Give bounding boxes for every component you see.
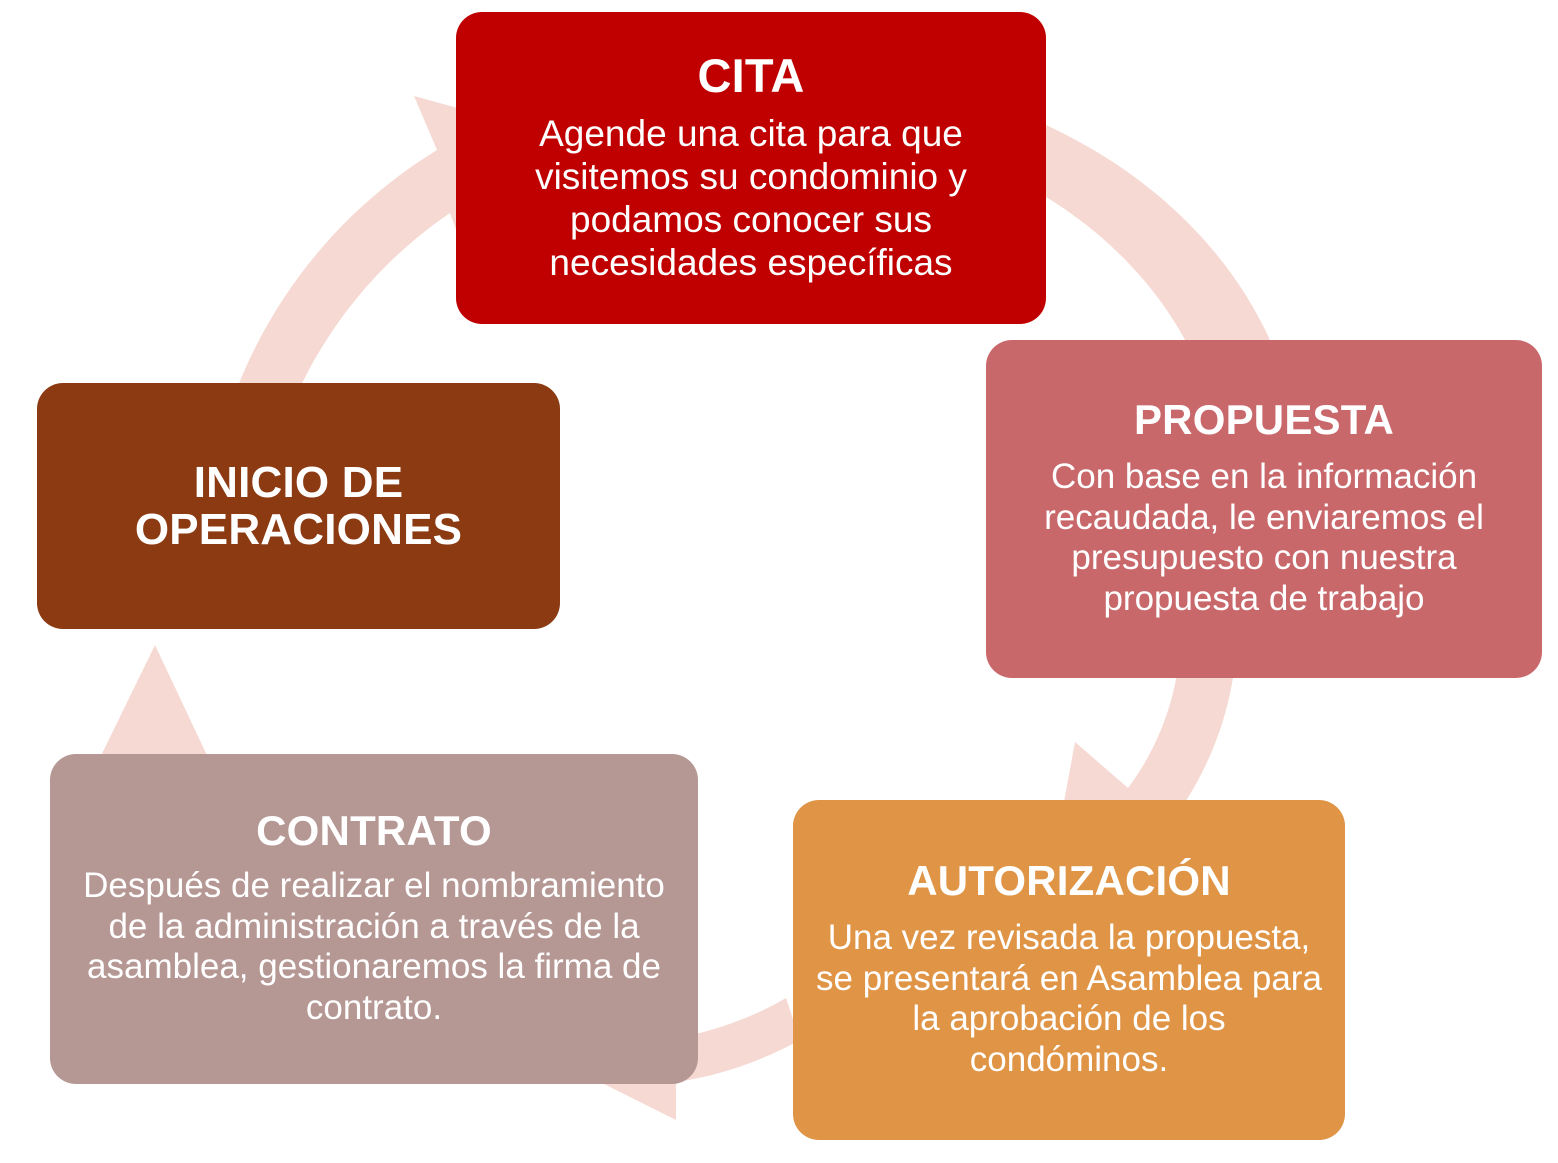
cycle-step-contrato-body: Después de realizar el nombramiento de la administración a través de la asamblea, gestionaremos la firma de contrato. (83, 866, 665, 1028)
cycle-step-propuesta-title: PROPUESTA (1133, 396, 1395, 444)
cycle-step-autorizacion[interactable] (793, 800, 1345, 1140)
cycle-step-autorizacion-title: AUTORIZACIÓN (907, 857, 1231, 905)
cycle-step-cita-title: CITA (697, 49, 805, 103)
cycle-step-contrato[interactable] (50, 754, 698, 1084)
cycle-step-autorizacion-body: Una vez revisada la propuesta, se presentará en Asamblea para la aprobación de los condóminos. (816, 918, 1322, 1080)
cycle-step-inicio-title: INICIO DE OPERACIONES (134, 457, 463, 554)
cycle-step-contrato-title: CONTRATO (256, 807, 492, 855)
cycle-step-cita[interactable] (456, 12, 1046, 324)
cycle-step-propuesta-body: Con base en la información recaudada, le enviaremos el presupuesto con nuestra propuesta de trabajo (1044, 457, 1484, 619)
cycle-step-propuesta[interactable] (986, 340, 1542, 678)
cycle-step-inicio-de-operaciones[interactable] (37, 383, 560, 629)
cycle-step-cita-body: Agende una cita para que visitemos su condominio y podamos conocer sus necesidades específicas (535, 113, 967, 284)
